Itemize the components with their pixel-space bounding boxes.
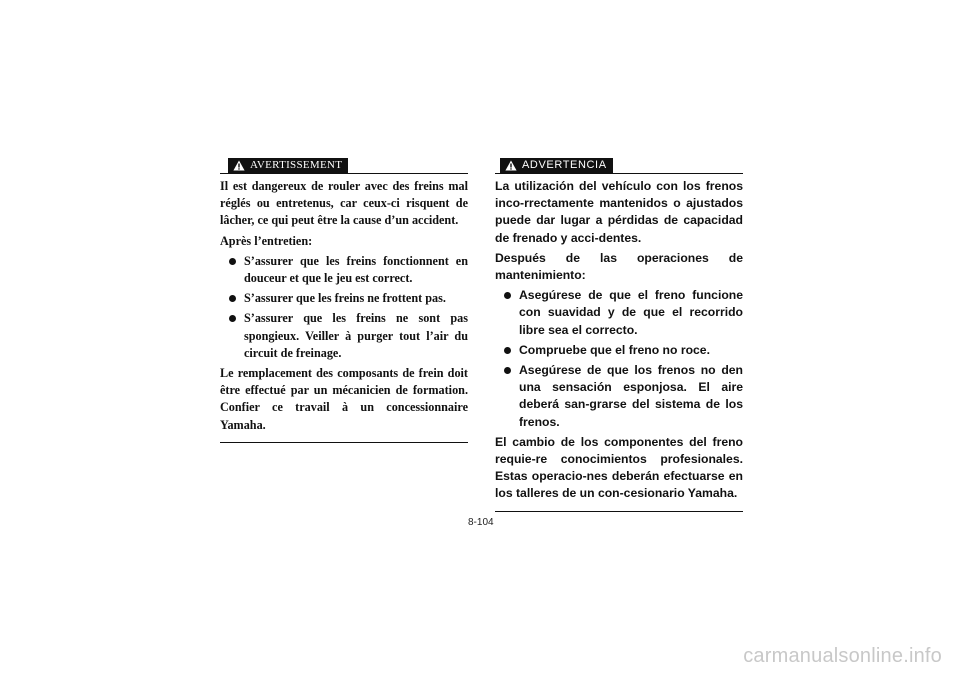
spanish-warning-header <box>495 158 743 174</box>
checklist-item-text: Compruebe que el freno no roce. <box>519 342 710 357</box>
closing-note: Le remplacement des composants de frein doit être effectué par un mécanicien de formation. Confier ce travail à un concessionnaire Yamaha. <box>220 366 468 432</box>
bottom-rule <box>220 442 468 443</box>
spanish-warning-block <box>495 158 743 512</box>
bullet-dot-icon <box>504 347 511 354</box>
warning-triangle-icon <box>505 160 517 171</box>
maintenance-lead: Después de las operaciones de mantenimiento: <box>495 250 743 283</box>
checklist-item <box>495 287 743 339</box>
checklist-item <box>220 310 468 362</box>
warning-badge <box>228 158 348 173</box>
checklist-item-text: Asegúrese de que los frenos no den una sensación esponjosa. El aire deberá san-grarse del sistema de los frenos. <box>519 363 743 429</box>
page-number: 8-104 <box>468 517 494 528</box>
bullet-dot-icon <box>229 295 236 302</box>
checklist <box>220 253 468 362</box>
checklist-item-text: S’assurer que les freins ne frottent pas. <box>244 291 446 306</box>
checklist-item-text: S’assurer que les freins fonctionnent en douceur et que le jeu est correct. <box>244 253 468 286</box>
checklist <box>495 287 743 431</box>
warning-intro: La utilización del vehículo con los frenos inco-rrectamente mantenidos o ajustados puede dar lugar a pérdidas de capacidad de frenado y acci-dentes. <box>495 179 743 245</box>
checklist-item-text: S’assurer que les freins ne sont pas spongieux. Veiller à purger tout l’air du circuit de freinage. <box>244 311 468 360</box>
bottom-rule <box>495 511 743 512</box>
warning-badge <box>500 158 613 173</box>
checklist-item <box>220 253 468 287</box>
french-warning-block <box>220 158 468 443</box>
bullet-dot-icon <box>504 367 511 374</box>
bullet-dot-icon <box>229 315 236 322</box>
checklist-item <box>495 342 743 359</box>
warning-triangle-icon <box>233 160 245 171</box>
french-warning-header <box>220 158 468 174</box>
maintenance-lead: Après l’entretien: <box>220 233 313 248</box>
bullet-dot-icon <box>504 292 511 299</box>
bullet-dot-icon <box>229 258 236 265</box>
warning-badge-label: AVERTISSEMENT <box>250 158 343 171</box>
checklist-item-text: Asegúrese de que el freno funcione con suavidad y de que el recorrido libre sea el correcto. <box>519 288 743 337</box>
checklist-item <box>495 362 743 431</box>
watermark: carmanualsonline.info <box>743 645 942 667</box>
warning-intro: Il est dangereux de rouler avec des freins mal réglés ou entretenus, car ceux-ci risquent de lâcher, ce qui peut être la cause d’un accident. <box>220 179 468 228</box>
warning-badge-label: ADVERTENCIA <box>522 158 607 171</box>
checklist-item <box>220 290 468 307</box>
closing-note: El cambio de los componentes del freno requie-re conocimientos profesionales. Estas operacio-nes deberán efectuarse en los talleres de un con-cesionario Yamaha. <box>495 434 743 501</box>
